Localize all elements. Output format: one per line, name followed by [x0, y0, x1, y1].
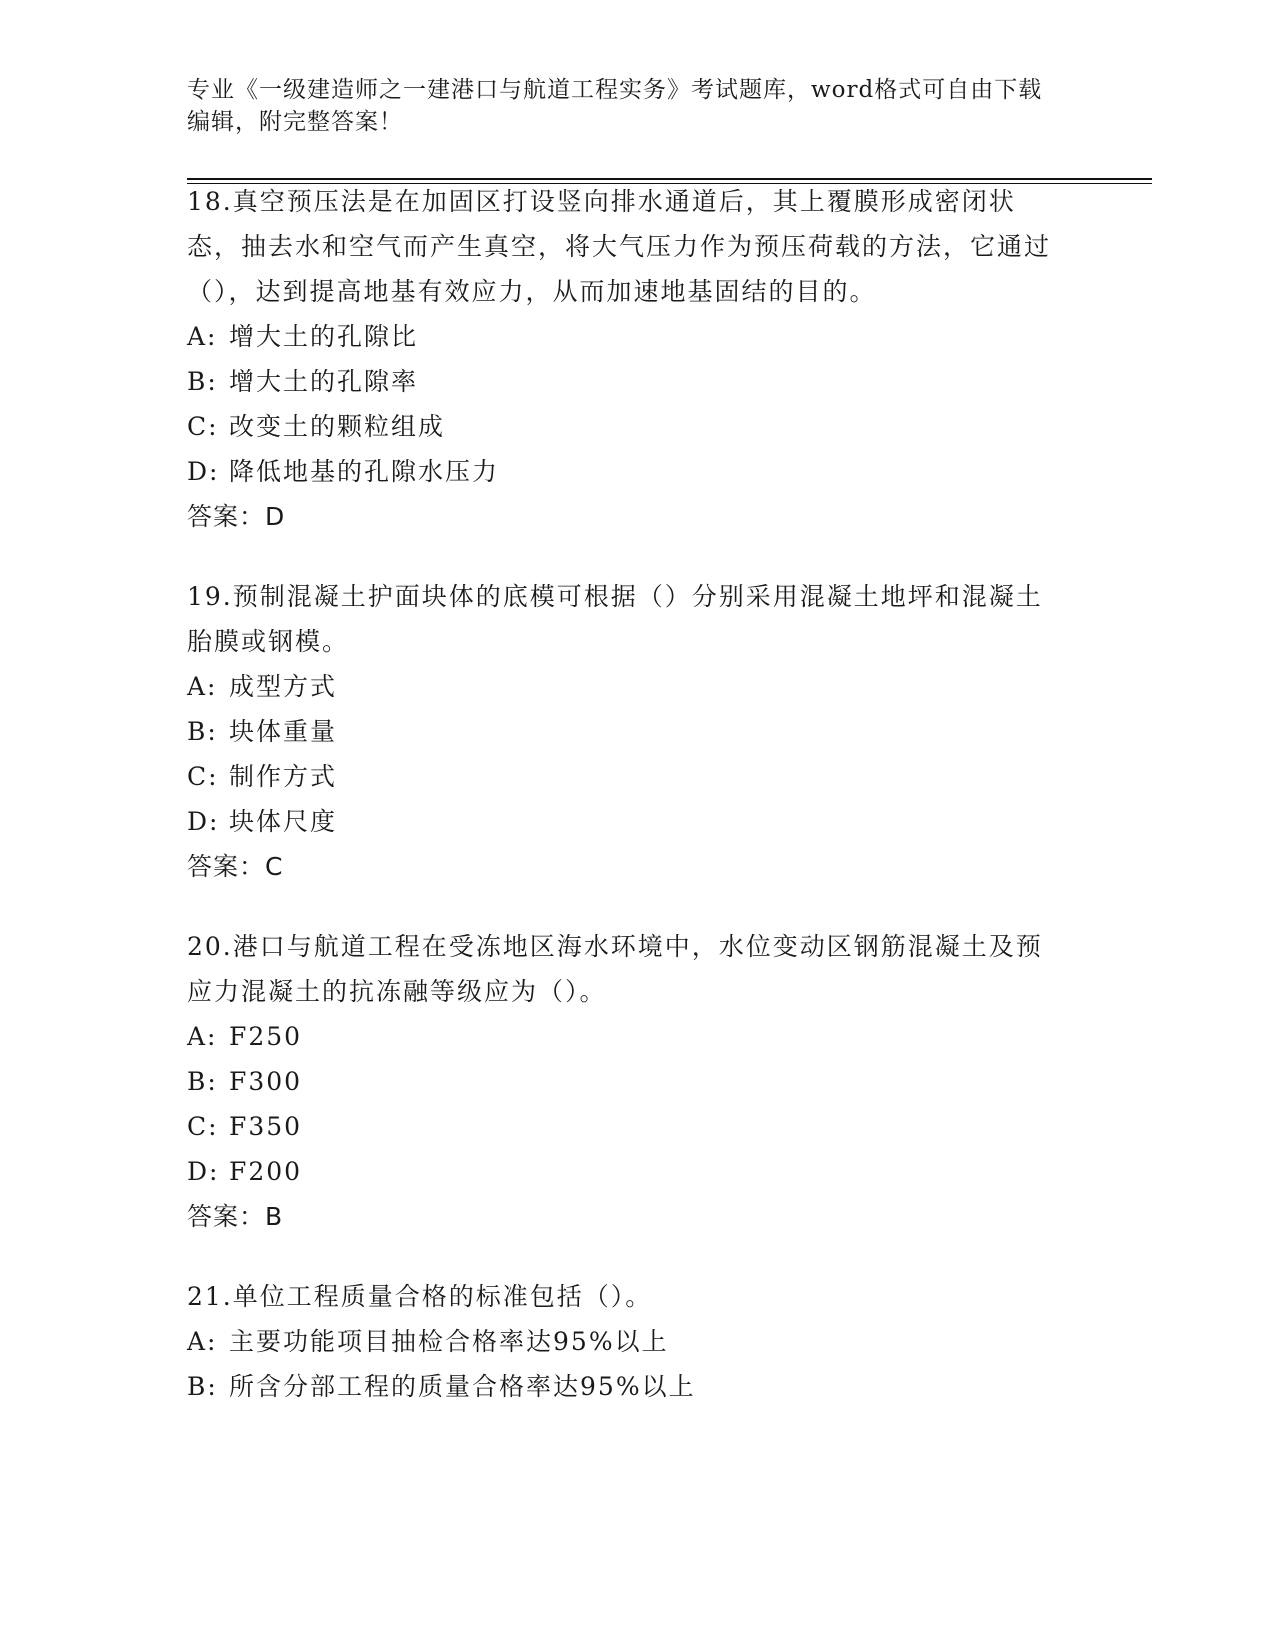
question-20 [187, 924, 1067, 1239]
option-text: 主要功能项目抽检合格率达95%以上 [229, 1327, 669, 1356]
option-text: 降低地基的孔隙水压力 [229, 457, 500, 486]
option-label: C: [187, 412, 219, 441]
option-a [187, 314, 1067, 359]
option-b [187, 359, 1067, 404]
option-text: 改变土的颗粒组成 [229, 412, 446, 441]
document-header [187, 74, 1067, 138]
answer-line: 答案：D [187, 502, 286, 531]
option-text: 制作方式 [229, 762, 338, 791]
option-text: F300 [229, 1067, 303, 1096]
question-19 [187, 574, 1067, 889]
option-d [187, 1149, 1067, 1194]
option-label: A: [187, 322, 218, 351]
option-label: C: [187, 762, 219, 791]
option-text: F350 [229, 1112, 303, 1141]
option-text: 增大土的孔隙比 [229, 322, 419, 351]
option-label: A: [187, 672, 218, 701]
question-21 [187, 1274, 1067, 1409]
option-b [187, 1364, 1067, 1409]
option-label: D: [187, 807, 220, 836]
option-label: D: [187, 1157, 220, 1186]
answer-line: 答案：C [187, 852, 284, 881]
question-18 [187, 179, 1067, 539]
option-a [187, 1014, 1067, 1059]
option-label: B: [187, 1372, 218, 1401]
header-line-2: 编辑，附完整答案！ [187, 109, 403, 135]
question-stem: 19.预制混凝土护面块体的底模可根据（）分别采用混凝土地坪和混凝土胎膜或钢模。 [187, 582, 1043, 656]
option-text: 增大土的孔隙率 [229, 367, 419, 396]
option-text: F200 [229, 1157, 303, 1186]
option-b [187, 709, 1067, 754]
option-label: A: [187, 1022, 218, 1051]
option-text: 所含分部工程的质量合格率达95%以上 [229, 1372, 696, 1401]
option-label: B: [187, 1067, 218, 1096]
option-label: C: [187, 1112, 219, 1141]
question-stem: 20.港口与航道工程在受冻地区海水环境中，水位变动区钢筋混凝土及预应力混凝土的抗冻融等级应为（）。 [187, 932, 1043, 1006]
option-label: B: [187, 367, 218, 396]
question-stem: 18.真空预压法是在加固区打设竖向排水通道后，其上覆膜形成密闭状态，抽去水和空气而产生真空，将大气压力作为预压荷载的方法，它通过（），达到提高地基有效应力，从而加速地基固结的目的。 [187, 187, 1052, 306]
header-line-1: 专业《一级建造师之一建港口与航道工程实务》考试题库，word格式可自由下载 [187, 77, 1043, 103]
option-b [187, 1059, 1067, 1104]
option-text: 块体尺度 [229, 807, 338, 836]
option-a [187, 1319, 1067, 1364]
option-label: A: [187, 1327, 218, 1356]
option-c [187, 754, 1067, 799]
option-text: 成型方式 [229, 672, 338, 701]
answer-line: 答案：B [187, 1202, 284, 1231]
option-a [187, 664, 1067, 709]
option-text: 块体重量 [229, 717, 338, 746]
option-label: B: [187, 717, 218, 746]
option-d [187, 449, 1067, 494]
question-stem: 21.单位工程质量合格的标准包括（）。 [187, 1282, 653, 1311]
option-text: F250 [229, 1022, 303, 1051]
option-c [187, 404, 1067, 449]
option-c [187, 1104, 1067, 1149]
option-d [187, 799, 1067, 844]
option-label: D: [187, 457, 220, 486]
